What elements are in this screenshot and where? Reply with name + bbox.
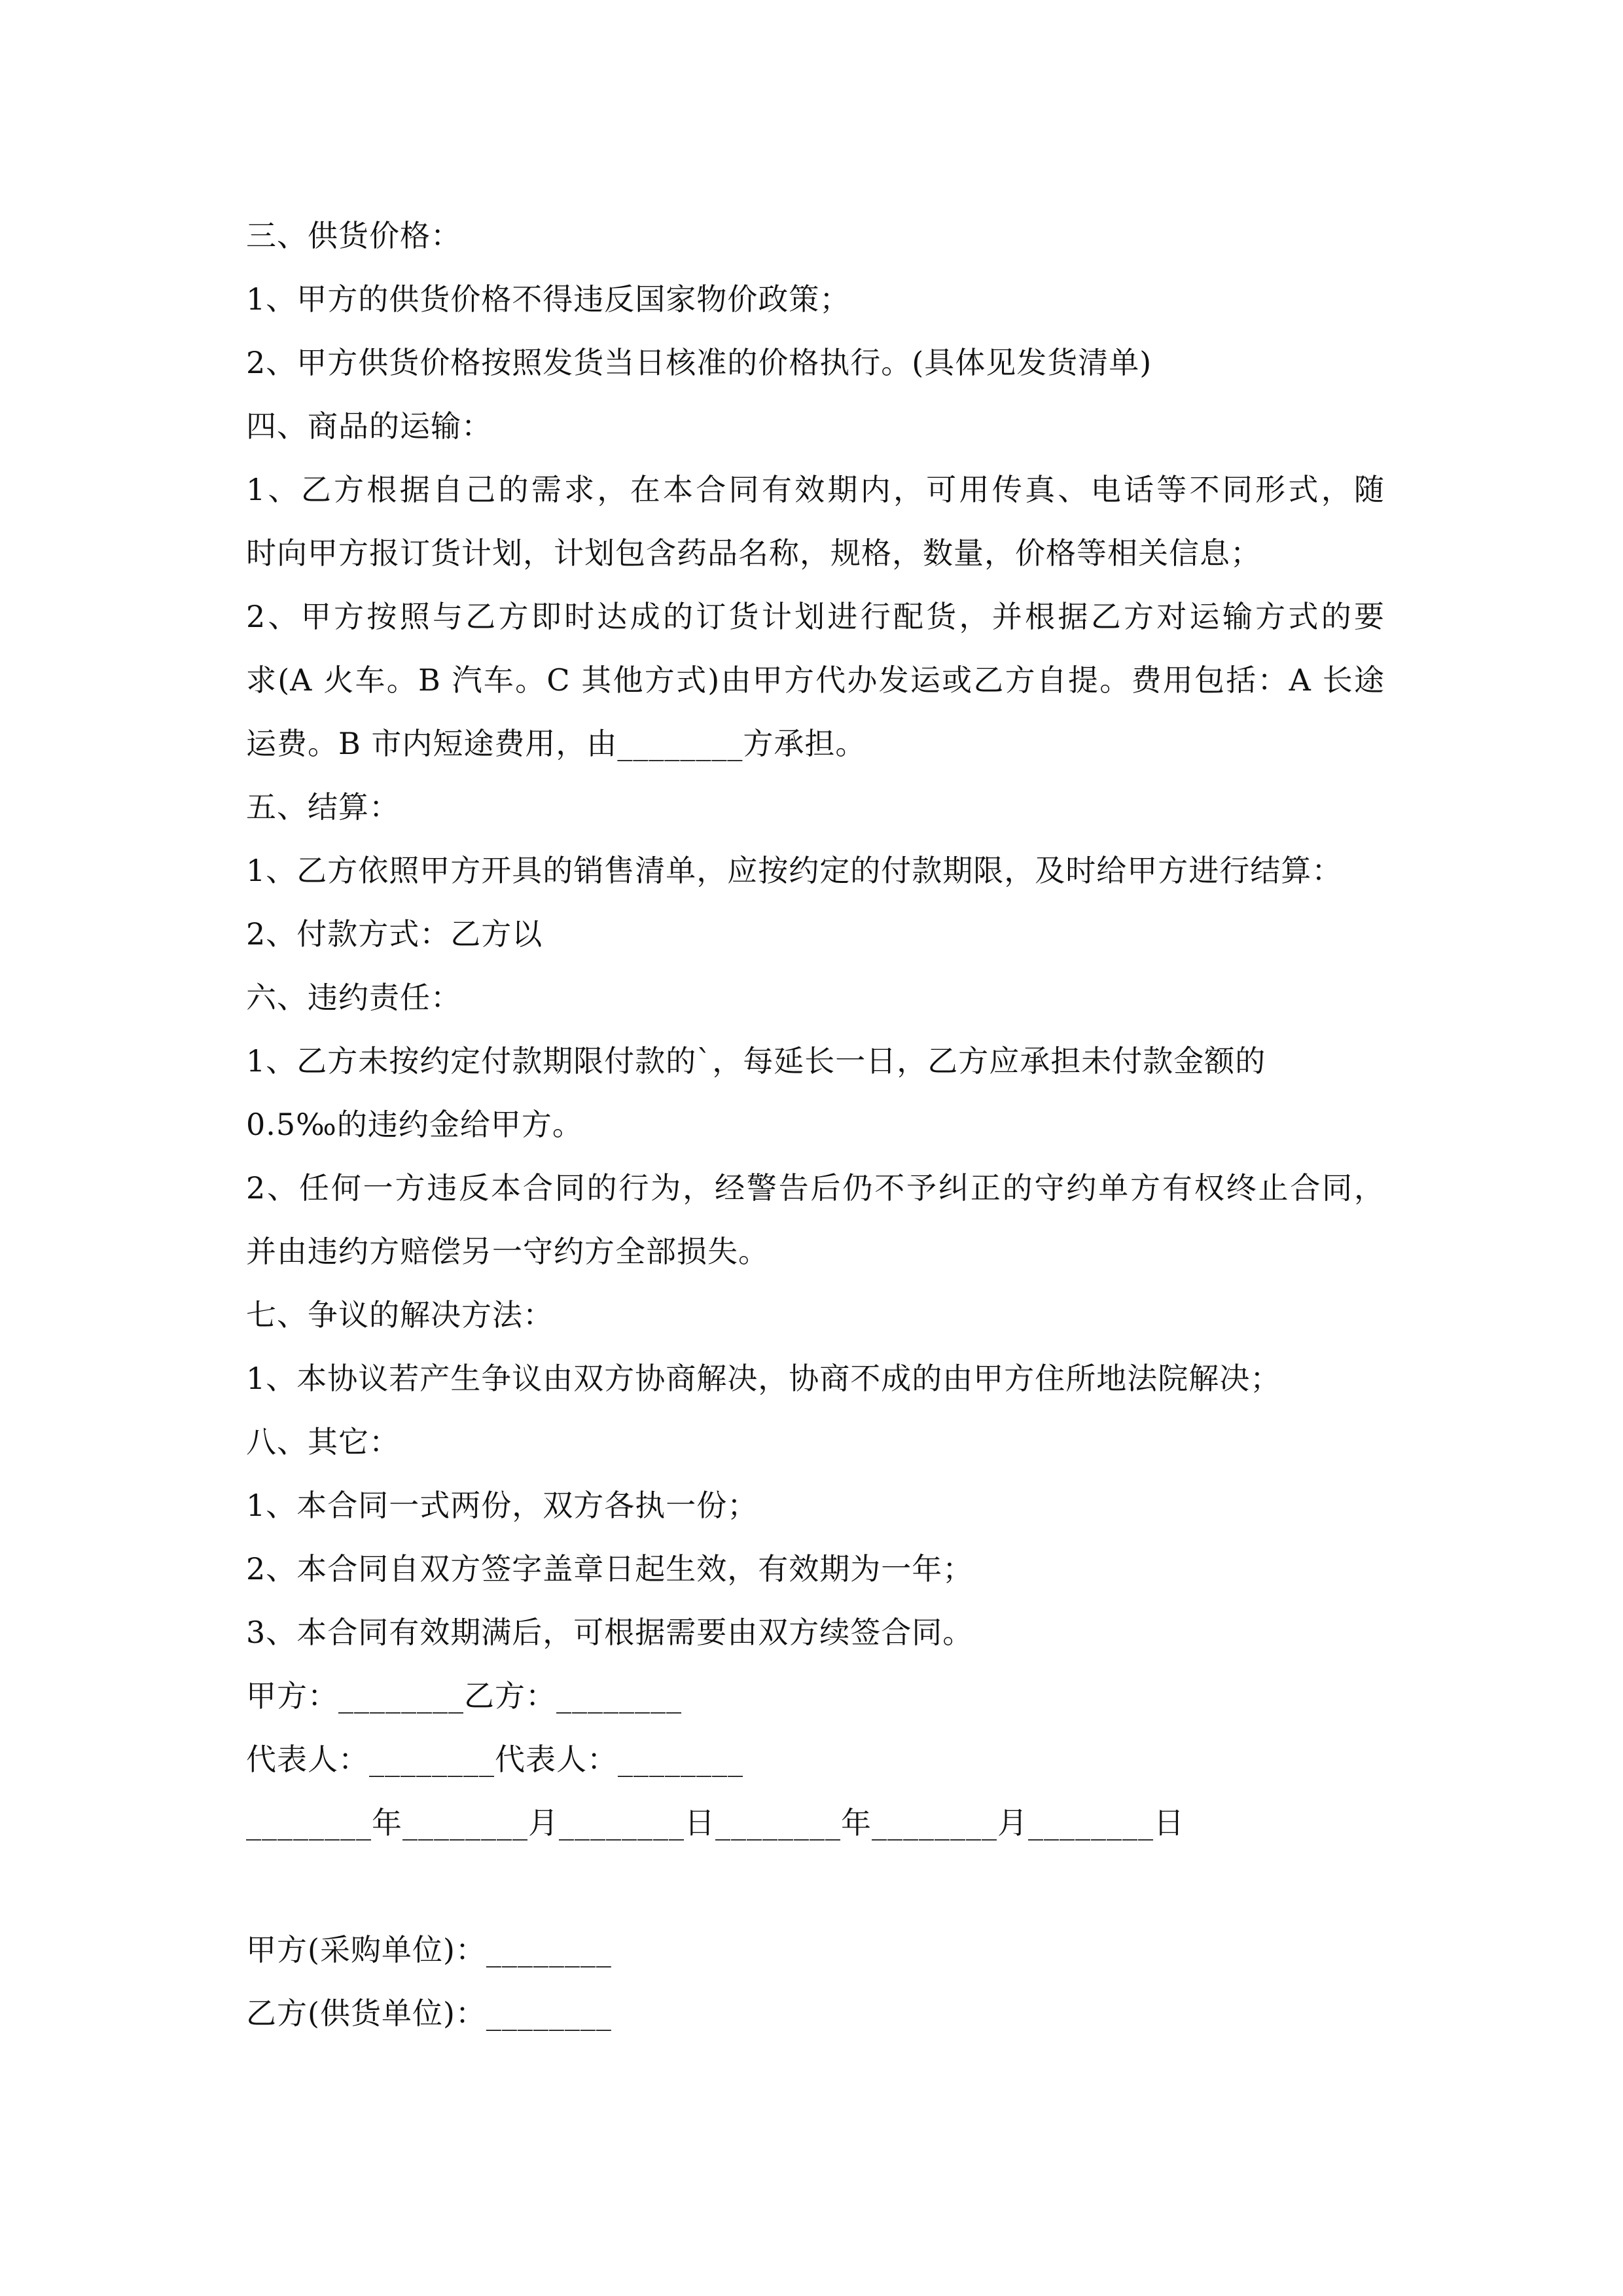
dispute-clause-1: 1、本协议若产生争议由双方协商解决，协商不成的由甲方住所地法院解决；: [246, 1361, 1281, 1396]
supply-price-clause-1: 1、甲方的供货价格不得违反国家物价政策；: [246, 281, 851, 317]
other-clause-2: 2、本合同自双方签字盖章日起生效，有效期为一年；: [246, 1551, 974, 1587]
liability-clause-1-line-2: 0.5‰的违约金给甲方。: [246, 1107, 583, 1142]
section-heading-liability: 六、违约责任：: [246, 980, 461, 1015]
buyer-unit: 甲方(采购单位)：________: [246, 1932, 612, 1967]
transport-clause-2-line-1: 2、甲方按照与乙方即时达成的订货计划进行配货，并根据乙方对运输方式的要: [246, 599, 1385, 634]
section-heading-transport: 四、商品的运输：: [246, 408, 492, 444]
signature-dates: ________年________月________日________年________月________日: [246, 1805, 1185, 1840]
liability-clause-2-line-1: 2、任何一方违反本合同的行为，经警告后仍不予纠正的守约单方有权终止合同，: [246, 1170, 1385, 1206]
other-clause-1: 1、本合同一式两份，双方各执一份；: [246, 1488, 758, 1523]
supply-price-clause-2: 2、甲方供货价格按照发货当日核准的价格执行。(具体见发货清单): [246, 345, 1152, 380]
spacer: [246, 1855, 1385, 1918]
signature-representatives: 代表人：________代表人：________: [246, 1742, 743, 1777]
transport-clause-1-line-2: 时向甲方报订货计划，计划包含药品名称，规格，数量，价格等相关信息；: [246, 535, 1261, 571]
settlement-clause-2: 2、付款方式：乙方以: [246, 916, 543, 952]
settlement-clause-1: 1、乙方依照甲方开具的销售清单，应按约定的付款期限，及时给甲方进行结算：: [246, 853, 1343, 888]
section-heading-other: 八、其它：: [246, 1424, 400, 1460]
transport-clause-1-line-1: 1、乙方根据自己的需求，在本合同有效期内，可用传真、电话等不同形式，随: [246, 472, 1385, 507]
transport-clause-2-line-3: 运费。B 市内短途费用，由________方承担。: [246, 726, 866, 761]
supplier-unit: 乙方(供货单位)：________: [246, 1996, 612, 2031]
liability-clause-2-line-2: 并由违约方赔偿另一守约方全部损失。: [246, 1234, 769, 1269]
liability-clause-1-line-1: 1、乙方未按约定付款期限付款的`，每延长一日，乙方应承担未付款金额的: [246, 1043, 1266, 1079]
section-heading-settlement: 五、结算：: [246, 789, 400, 825]
section-heading-dispute: 七、争议的解决方法：: [246, 1297, 554, 1333]
transport-clause-2-line-2: 求(A 火车。B 汽车。C 其他方式)由甲方代办发运或乙方自提。费用包括：A 长途: [246, 662, 1385, 698]
contract-body: [246, 204, 1385, 2045]
signature-parties: 甲方：________乙方：________: [246, 1678, 682, 1713]
section-heading-supply-price: 三、供货价格：: [246, 218, 461, 253]
other-clause-3: 3、本合同有效期满后，可根据需要由双方续签合同。: [246, 1615, 974, 1650]
